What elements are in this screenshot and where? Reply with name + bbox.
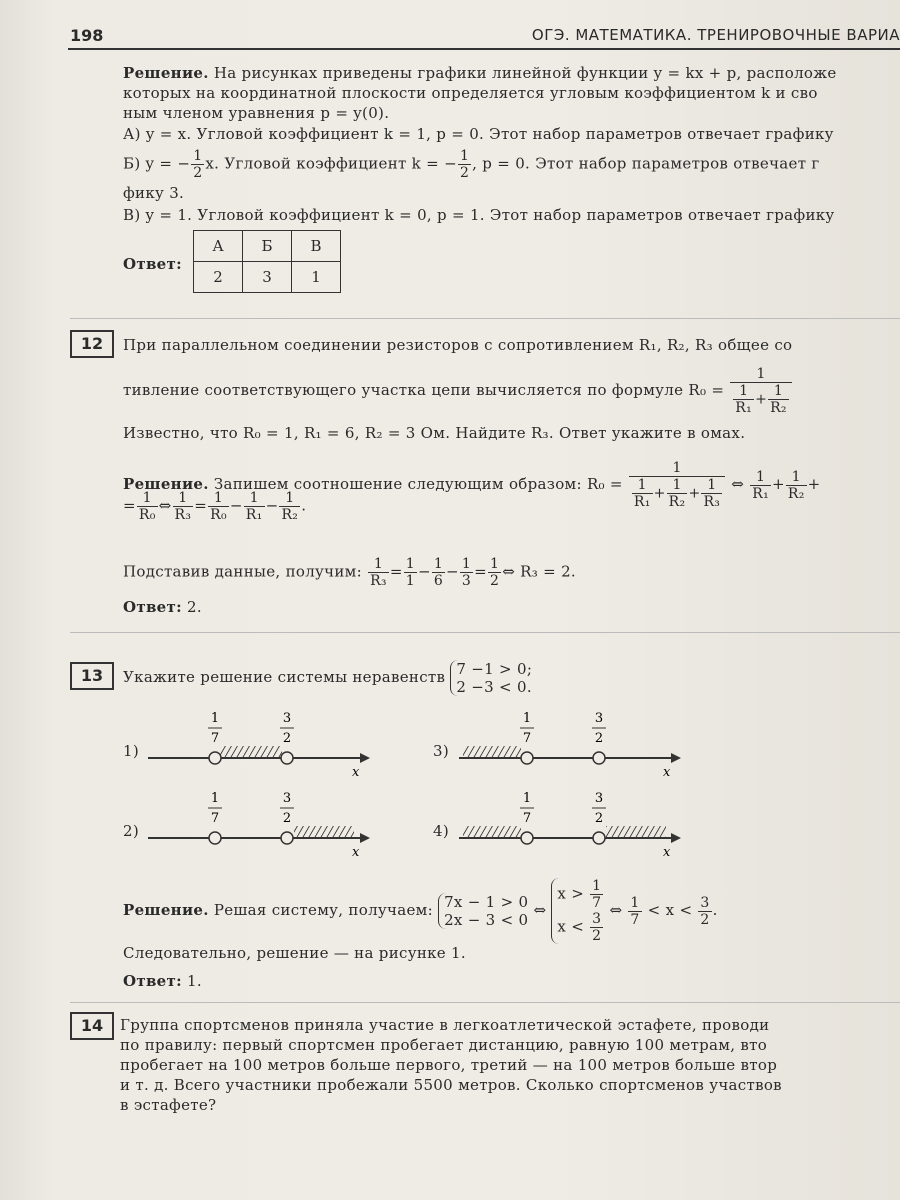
svg-text:1: 1 [522,711,532,726]
task13-question: Укажите решение системы неравенств 7 −1 > 0; 2 −3 < 0. [123,660,533,696]
svg-text:2: 2 [594,731,604,746]
answer-table-header-row [194,231,341,262]
divider [70,318,900,319]
solution-label: Решение. [123,901,209,919]
task11-answer-label: Ответ: [123,255,182,273]
task12-line3: Известно, что R₀ = 1, R₁ = 6, R₂ = 3 Ом. Найдите R₃. Ответ укажите в омах. [123,424,746,442]
option-2-label: 2) [123,822,139,840]
svg-text:2: 2 [594,811,604,826]
svg-text:3: 3 [282,711,292,726]
task13-number: 13 [70,662,114,690]
number-line-1 [140,706,380,780]
task14-line2: по правилу: первый спортсмен пробегает дистанцию, равную 100 метрам, вто [120,1036,768,1054]
task14-number: 14 [70,1012,114,1040]
page-number: 198 [70,26,104,45]
answer-value-a: 2 [194,262,243,293]
number-line-4 [455,786,695,860]
task13-answer: Ответ: 1. [123,972,202,990]
svg-text:x: x [663,845,671,860]
inequality-system: 7 −1 > 0; 2 −3 < 0. [450,660,532,696]
svg-text:7: 7 [522,811,532,826]
fraction: $\frac{1}{2}$ [459,148,470,181]
svg-text:1: 1 [522,791,532,806]
divider [70,1002,900,1003]
solution-label: Решение. [123,64,209,82]
task14-line3: пробегает на 100 метров больше первого, третий — на 100 метров больше втор [120,1056,778,1074]
task11-option-b: Б) y = − $\frac{1}{2}$ x. Угловой коэффициент k = − $\frac{1}{2}$ , p = 0. Этот набор параметров отвечает г [123,148,820,181]
answer-header-a: А [194,231,243,262]
answer-header-b: Б [243,231,292,262]
answer-value-v: 1 [292,262,341,293]
task12-number: 12 [70,330,114,358]
svg-text:3: 3 [282,791,292,806]
task14-line1: Группа спортсменов приняла участие в легкоатлетической эстафете, проводи [120,1016,770,1034]
svg-text:3: 3 [594,711,604,726]
header-rule [68,48,900,50]
option-4-label: 4) [433,822,449,840]
formula-fraction: 1 $\frac{1}{\text{R₁}}$ + $\frac{1}{\text{R₂}}$ [730,366,792,416]
svg-text:1: 1 [210,791,220,806]
option-3-label: 3) [433,742,449,760]
task12-line1: При параллельном соединении резисторов с сопротивлением R₁, R₂, R₃ общее со [123,336,793,354]
task11-solution-line3: ным членом уравнения p = y(0). [123,104,390,122]
svg-text:7: 7 [210,731,220,746]
task12-substitute: Подставив данные, получим: $\frac{1}{\text{R₃}}$ = $\frac{1}{1}$ − $\frac{1}{6}$ − $\frac{1}{3}$ = $\frac{1}{2}$ ⇔ R₃ = 2. [123,556,576,589]
task13-conclusion: Следовательно, решение — на рисунке 1. [123,944,466,962]
svg-text:7: 7 [210,811,220,826]
solution-system: 7x − 1 > 0 2x − 3 < 0 [438,893,528,929]
task12-answer: Ответ: 2. [123,598,202,616]
task11-option-v: В) y = 1. Угловой коэффициент k = 0, p = 1. Этот набор параметров отвечает графику [123,206,835,224]
task12-formula2: = $\frac{1}{\text{R₀}}$ ⇔ $\frac{1}{\text{R₃}}$ = $\frac{1}{\text{R₀}}$ − $\frac{1}{\text{R₁}}$ − $\frac{1}{\text{R₂}}$ . [123,490,307,523]
number-line-2 [140,786,380,860]
task14-line4: и т. д. Всего участники пробежали 5500 метров. Сколько спортсменов участвов [120,1076,782,1094]
task12-line2: тивление соответствующего участка цепи вычисляется по формуле R₀ = 1 $\frac{1}{\text{R₁}}$ + $\frac{1}{\text{R₂}}$ [123,366,793,416]
svg-text:7: 7 [522,731,532,746]
task12-solution: Решение. Запишем соотношение следующим образом: R₀ = 1 $\frac{1}{\text{R₁}}$ + $\frac{1}{\text{R₂}}$ + $\frac{1}{\text{R₃}}$ ⇔ $\frac{1}{\text{R₁}}$ + $\frac{1}{\text{R₂}}$ + [123,460,821,510]
svg-text:x: x [663,765,671,780]
answer-header-v: В [292,231,341,262]
svg-text:2: 2 [282,731,292,746]
svg-text:1: 1 [210,711,220,726]
number-line-3 [455,706,695,780]
answer-value-b: 3 [243,262,292,293]
formula-fraction: 1 $\frac{1}{\text{R₁}}$ + $\frac{1}{\text{R₂}}$ + $\frac{1}{\text{R₃}}$ [629,460,725,510]
svg-text:3: 3 [594,791,604,806]
task11-solution-line2: которых на координатной плоскости определяется угловым коэффициентом k и сво [123,84,818,102]
task11-solution-line1: Решение. На рисунках приведены графики линейной функции y = kx + p, расположе [123,64,837,82]
solution-label: Решение. [123,475,209,493]
divider [70,632,900,633]
svg-text:x: x [352,765,360,780]
fraction: $\frac{1}{2}$ [193,148,203,181]
task14-line5: в эстафете? [120,1096,217,1114]
svg-text:2: 2 [282,811,292,826]
task13-solution: Решение. Решая систему, получаем: 7x − 1 > 0 2x − 3 < 0 ⇔ x > $\frac{1}{7}$ x < $\frac{3}{2}$ ⇔ $\frac{1}{7}$ < x < $\frac{3}{2}$ . [123,878,718,944]
running-title: ОГЭ. МАТЕМАТИКА. ТРЕНИРОВОЧНЫЕ ВАРИА [531,26,900,44]
answer-table-value-row [194,262,341,293]
task11-option-a: А) y = x. Угловой коэффициент k = 1, p = 0. Этот набор параметров отвечает графику [123,125,834,143]
svg-text:x: x [352,845,360,860]
option-1-label: 1) [123,742,139,760]
task11-option-b-cont: фику 3. [123,184,185,202]
answer-table [193,230,341,293]
solution-system-2: x > $\frac{1}{7}$ x < $\frac{3}{2}$ [551,878,604,944]
